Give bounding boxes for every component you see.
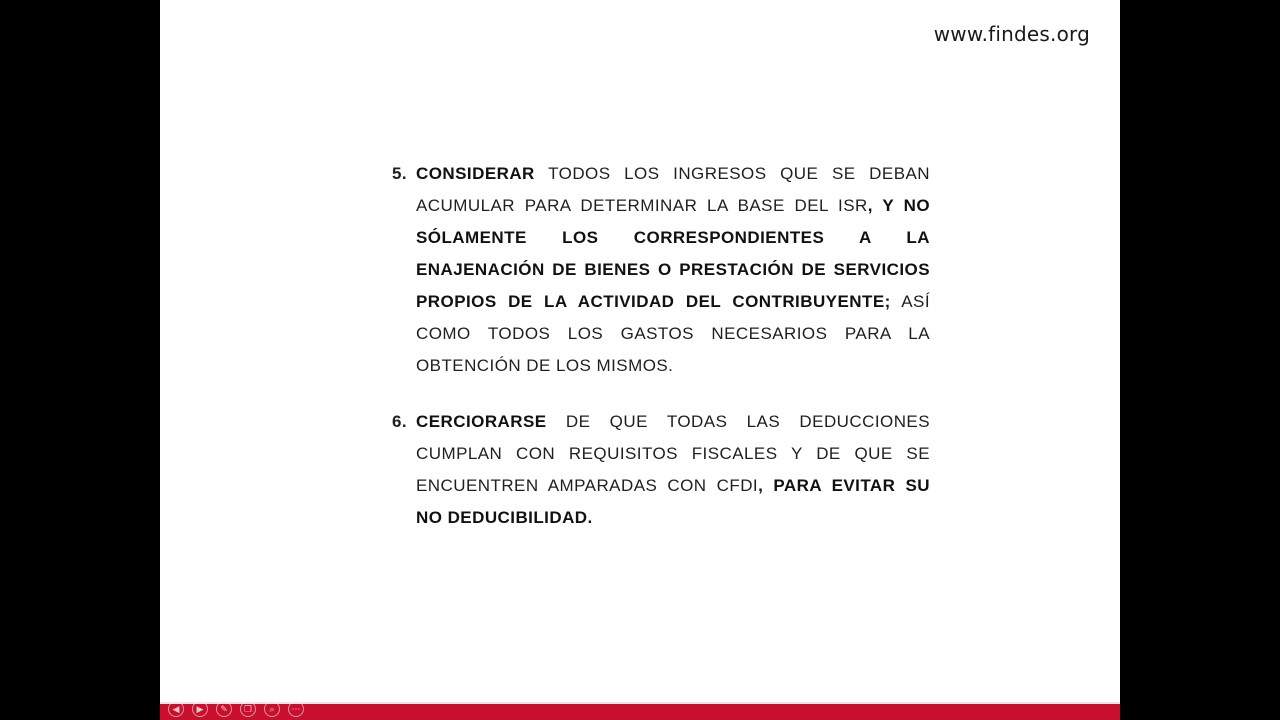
item-text-segment: CERCIORARSE [416, 412, 547, 431]
item-text-segment: , PARA EVITAR SU NO DEDUCIBILIDAD. [416, 476, 930, 527]
item-text-segment: ASÍ COMO TODOS LOS GASTOS NECESARIOS PARA LA OBTENCIÓN DE LOS MISMOS. [416, 292, 930, 375]
list-item [392, 406, 930, 534]
next-slide-button[interactable]: ▶ [192, 701, 208, 717]
bottom-accent-bar [160, 702, 1120, 720]
site-url: www.findes.org [933, 22, 1090, 46]
item-text-segment: TODOS LOS INGRESOS QUE SE DEBAN ACUMULAR PARA DETERMINAR LA BASE DEL ISR [416, 164, 930, 215]
list-item [392, 158, 930, 382]
slides-icon[interactable]: ❐ [240, 701, 256, 717]
item-number: 5. [392, 164, 408, 183]
item-text-segment: CONSIDERAR [416, 164, 535, 183]
item-number: 6. [392, 412, 408, 431]
slideshow-controls [168, 701, 304, 717]
point-list [392, 158, 930, 534]
zoom-icon[interactable]: ⌕ [264, 701, 280, 717]
slide [160, 0, 1120, 720]
item-text-segment: DE QUE TODAS LAS DEDUCCIONES CUMPLAN CON REQUISITOS FISCALES Y DE QUE SE ENCUENTREN AMPARADAS CON CFDI [416, 412, 930, 495]
pen-icon[interactable]: ✎ [216, 701, 232, 717]
item-text-segment: , Y NO SÓLAMENTE LOS CORRESPONDIENTES A LA ENAJENACIÓN DE BIENES O PRESTACIÓN DE SERVICIOS PROPIOS DE LA ACTIVIDAD DEL CONTRIBUYENTE; [416, 196, 930, 311]
more-icon[interactable]: ⋯ [288, 701, 304, 717]
previous-slide-button[interactable]: ◀ [168, 701, 184, 717]
